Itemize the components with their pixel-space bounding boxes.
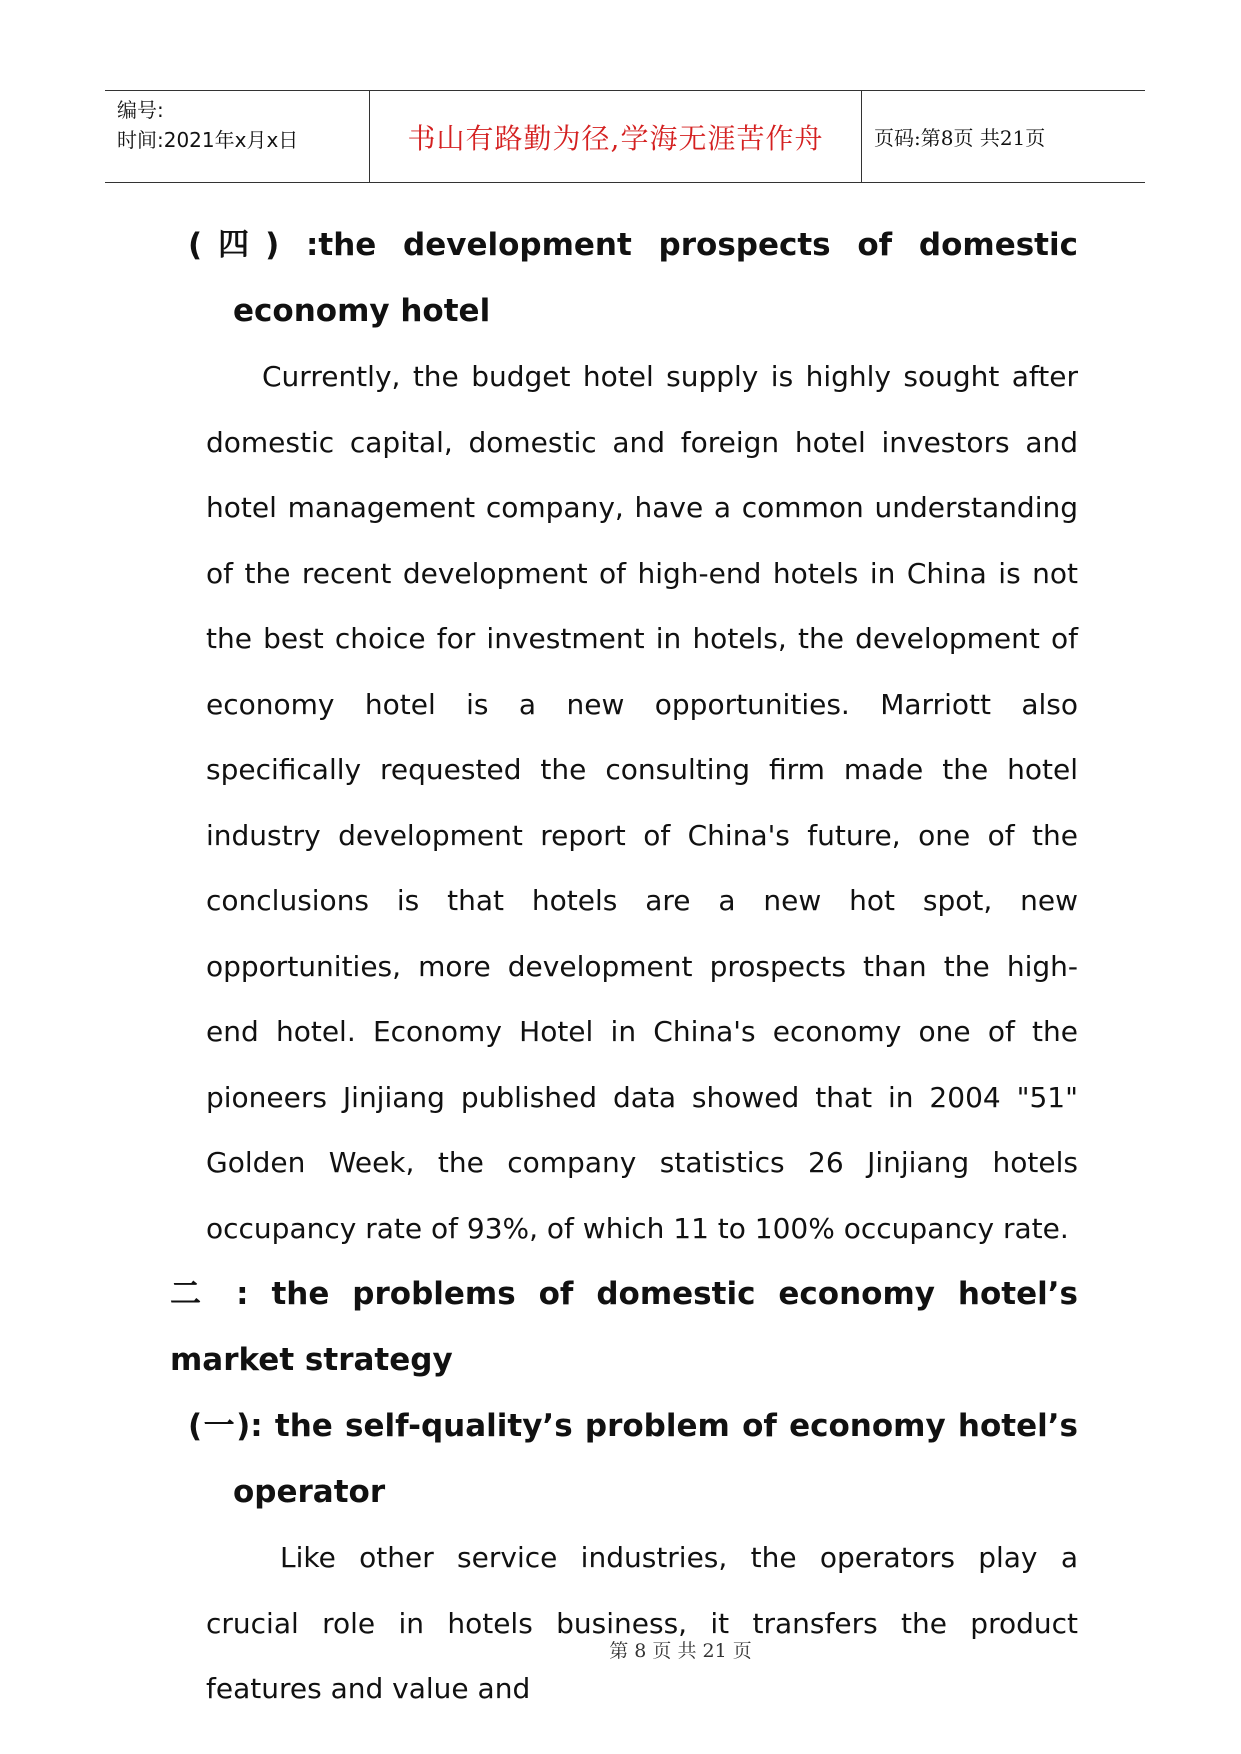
header-left-cell <box>105 91 370 182</box>
paragraph-prospects: Currently, the budget hotel supply is highly sought after domestic capital, domestic and foreign hotel investors and hotel management company, have a common understanding of the recent development of high-end hotels in China is not the best choice for investment in hotels, the development of economy hotel is a new opportunities. Marriott also specifically requested the consulting firm made the hotel industry development report of China's future, one of the conclusions is that hotels are a new hot spot, new opportunities, more development prospects than the high-end hotel. Economy Hotel in China's economy one of the pioneers Jinjiang published data showed that in 2004 "51" Golden Week, the company statistics 26 Jinjiang hotels occupancy rate of 93%, of which 11 to 100% occupancy rate. <box>206 360 1078 1245</box>
section-heading-operator: (一): the self-quality’s problem of economy hotel’s operator <box>188 1408 1078 1510</box>
header-page-info: 页码:第8页 共21页 <box>874 126 1046 150</box>
section-heading-problems: 二 : the problems of domestic economy hotel’s market strategy <box>170 1276 1078 1378</box>
document-body <box>170 212 1078 1722</box>
page-footer: 第 8 页 共 21 页 <box>609 1640 752 1662</box>
time-label: 时间:2021年x月x日 <box>117 128 299 152</box>
paragraph-operators: Like other service industries, the operators play a crucial role in hotels business, it transfers the product features and value and <box>206 1541 1078 1705</box>
header-motto: 书山有路勤为径,学海无涯苦作舟 <box>370 91 862 182</box>
page-header <box>105 90 1145 183</box>
code-label: 编号: <box>117 98 164 122</box>
section-heading-4: (四) :the development prospects of domestic economy hotel <box>188 227 1078 329</box>
